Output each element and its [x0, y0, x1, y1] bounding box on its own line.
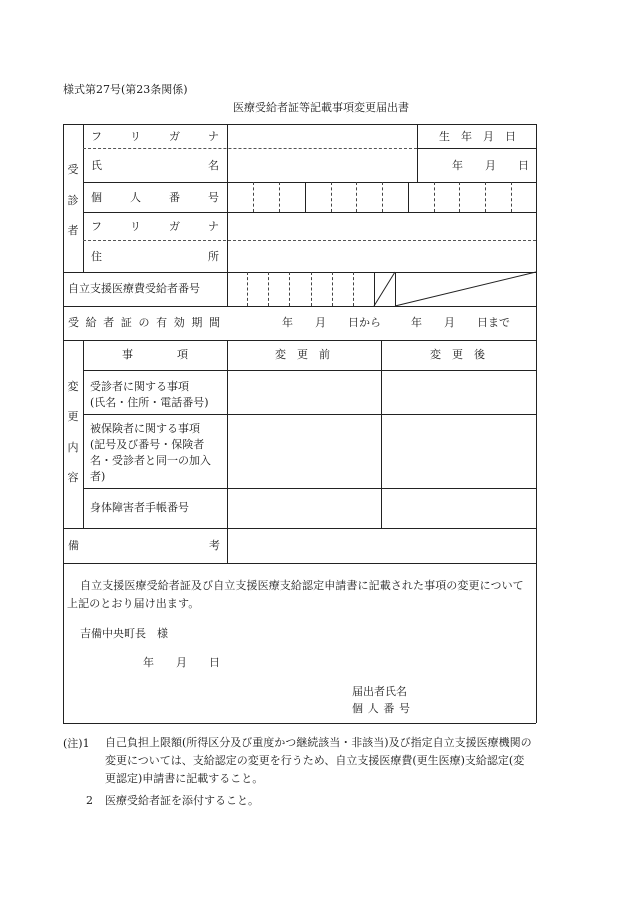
applicant-id-label: 個 人 番 号 [352, 702, 410, 715]
remarks-field[interactable] [229, 530, 535, 562]
col-item-header: 事 項 [122, 348, 188, 361]
birthdate-value: 年 月 日 [452, 159, 529, 172]
validity-label: 受 給 者 証 の 有 効 期 間 [68, 316, 220, 329]
change-item-disability: 身体障害者手帳番号 [90, 501, 189, 514]
individual-number-label: 個 人 番 号 [91, 191, 219, 204]
birthdate-label: 生 年 月 日 [439, 130, 516, 143]
name-label: 氏 名 [91, 159, 219, 172]
notes-prefix: (注)1 [63, 737, 90, 750]
note-2: 医療受給者証を添付すること。 [105, 794, 259, 807]
before-field-disability[interactable] [229, 490, 379, 527]
remarks-label: 備 考 [68, 539, 220, 552]
recipient-number-field[interactable] [229, 274, 373, 305]
address-label: 住 所 [91, 250, 219, 263]
changes-section-label: 変 更 内 容 [67, 380, 79, 484]
form-number: 様式第27号(第23条関係) [63, 83, 188, 96]
patient-section-label: 受 診 者 [67, 163, 79, 237]
after-field-disability[interactable] [383, 490, 535, 527]
validity-from[interactable]: 年 月 日から [282, 316, 381, 329]
declaration-text: 自立支援医療受給者証及び自立支援医療支給認定申請書に記載された事項の変更について上記のとおり届け出ます。 [67, 579, 524, 610]
recipient-number-label: 自立支援医療費受給者番号 [68, 282, 200, 295]
before-field-patient[interactable] [229, 372, 379, 413]
before-field-insured[interactable] [229, 416, 379, 487]
addressee: 吉備中央町長 様 [80, 627, 168, 640]
address-field[interactable] [229, 242, 535, 271]
change-item-patient: 受診者に関する事項 (氏名・住所・電話番号) [90, 380, 209, 409]
applicant-name-label: 届出者氏名 [352, 685, 407, 698]
address-furigana-field[interactable] [229, 214, 535, 239]
individual-number-field[interactable] [229, 184, 535, 211]
col-before-header: 変 更 前 [275, 348, 330, 361]
form-title: 医療受給者証等記載事項変更届出書 [233, 101, 409, 114]
furigana-address-label: フ リ ガ ナ [91, 220, 219, 233]
furigana-label: フ リ ガ ナ [91, 130, 219, 143]
col-after-header: 変 更 後 [430, 348, 485, 361]
change-item-insured: 被保険者に関する事項 (記号及び番号・保険者 名・受診者と同一の加入 者) [90, 422, 211, 483]
note-2-number: 2 [86, 794, 93, 807]
name-field[interactable] [229, 150, 416, 181]
after-field-patient[interactable] [383, 372, 535, 413]
declaration-date[interactable]: 年 月 日 [143, 656, 220, 669]
furigana-field[interactable] [229, 126, 416, 147]
note-1: 自己負担上限額(所得区分及び重度かつ継続該当・非該当)及び指定自立支援医療機関の変更については、支給認定の変更を行うため、自立支援医療費(更生医療)支給認定(変更認定)申請書に記載すること。 [105, 736, 532, 785]
validity-to[interactable]: 年 月 日まで [411, 316, 510, 329]
after-field-insured[interactable] [383, 416, 535, 487]
